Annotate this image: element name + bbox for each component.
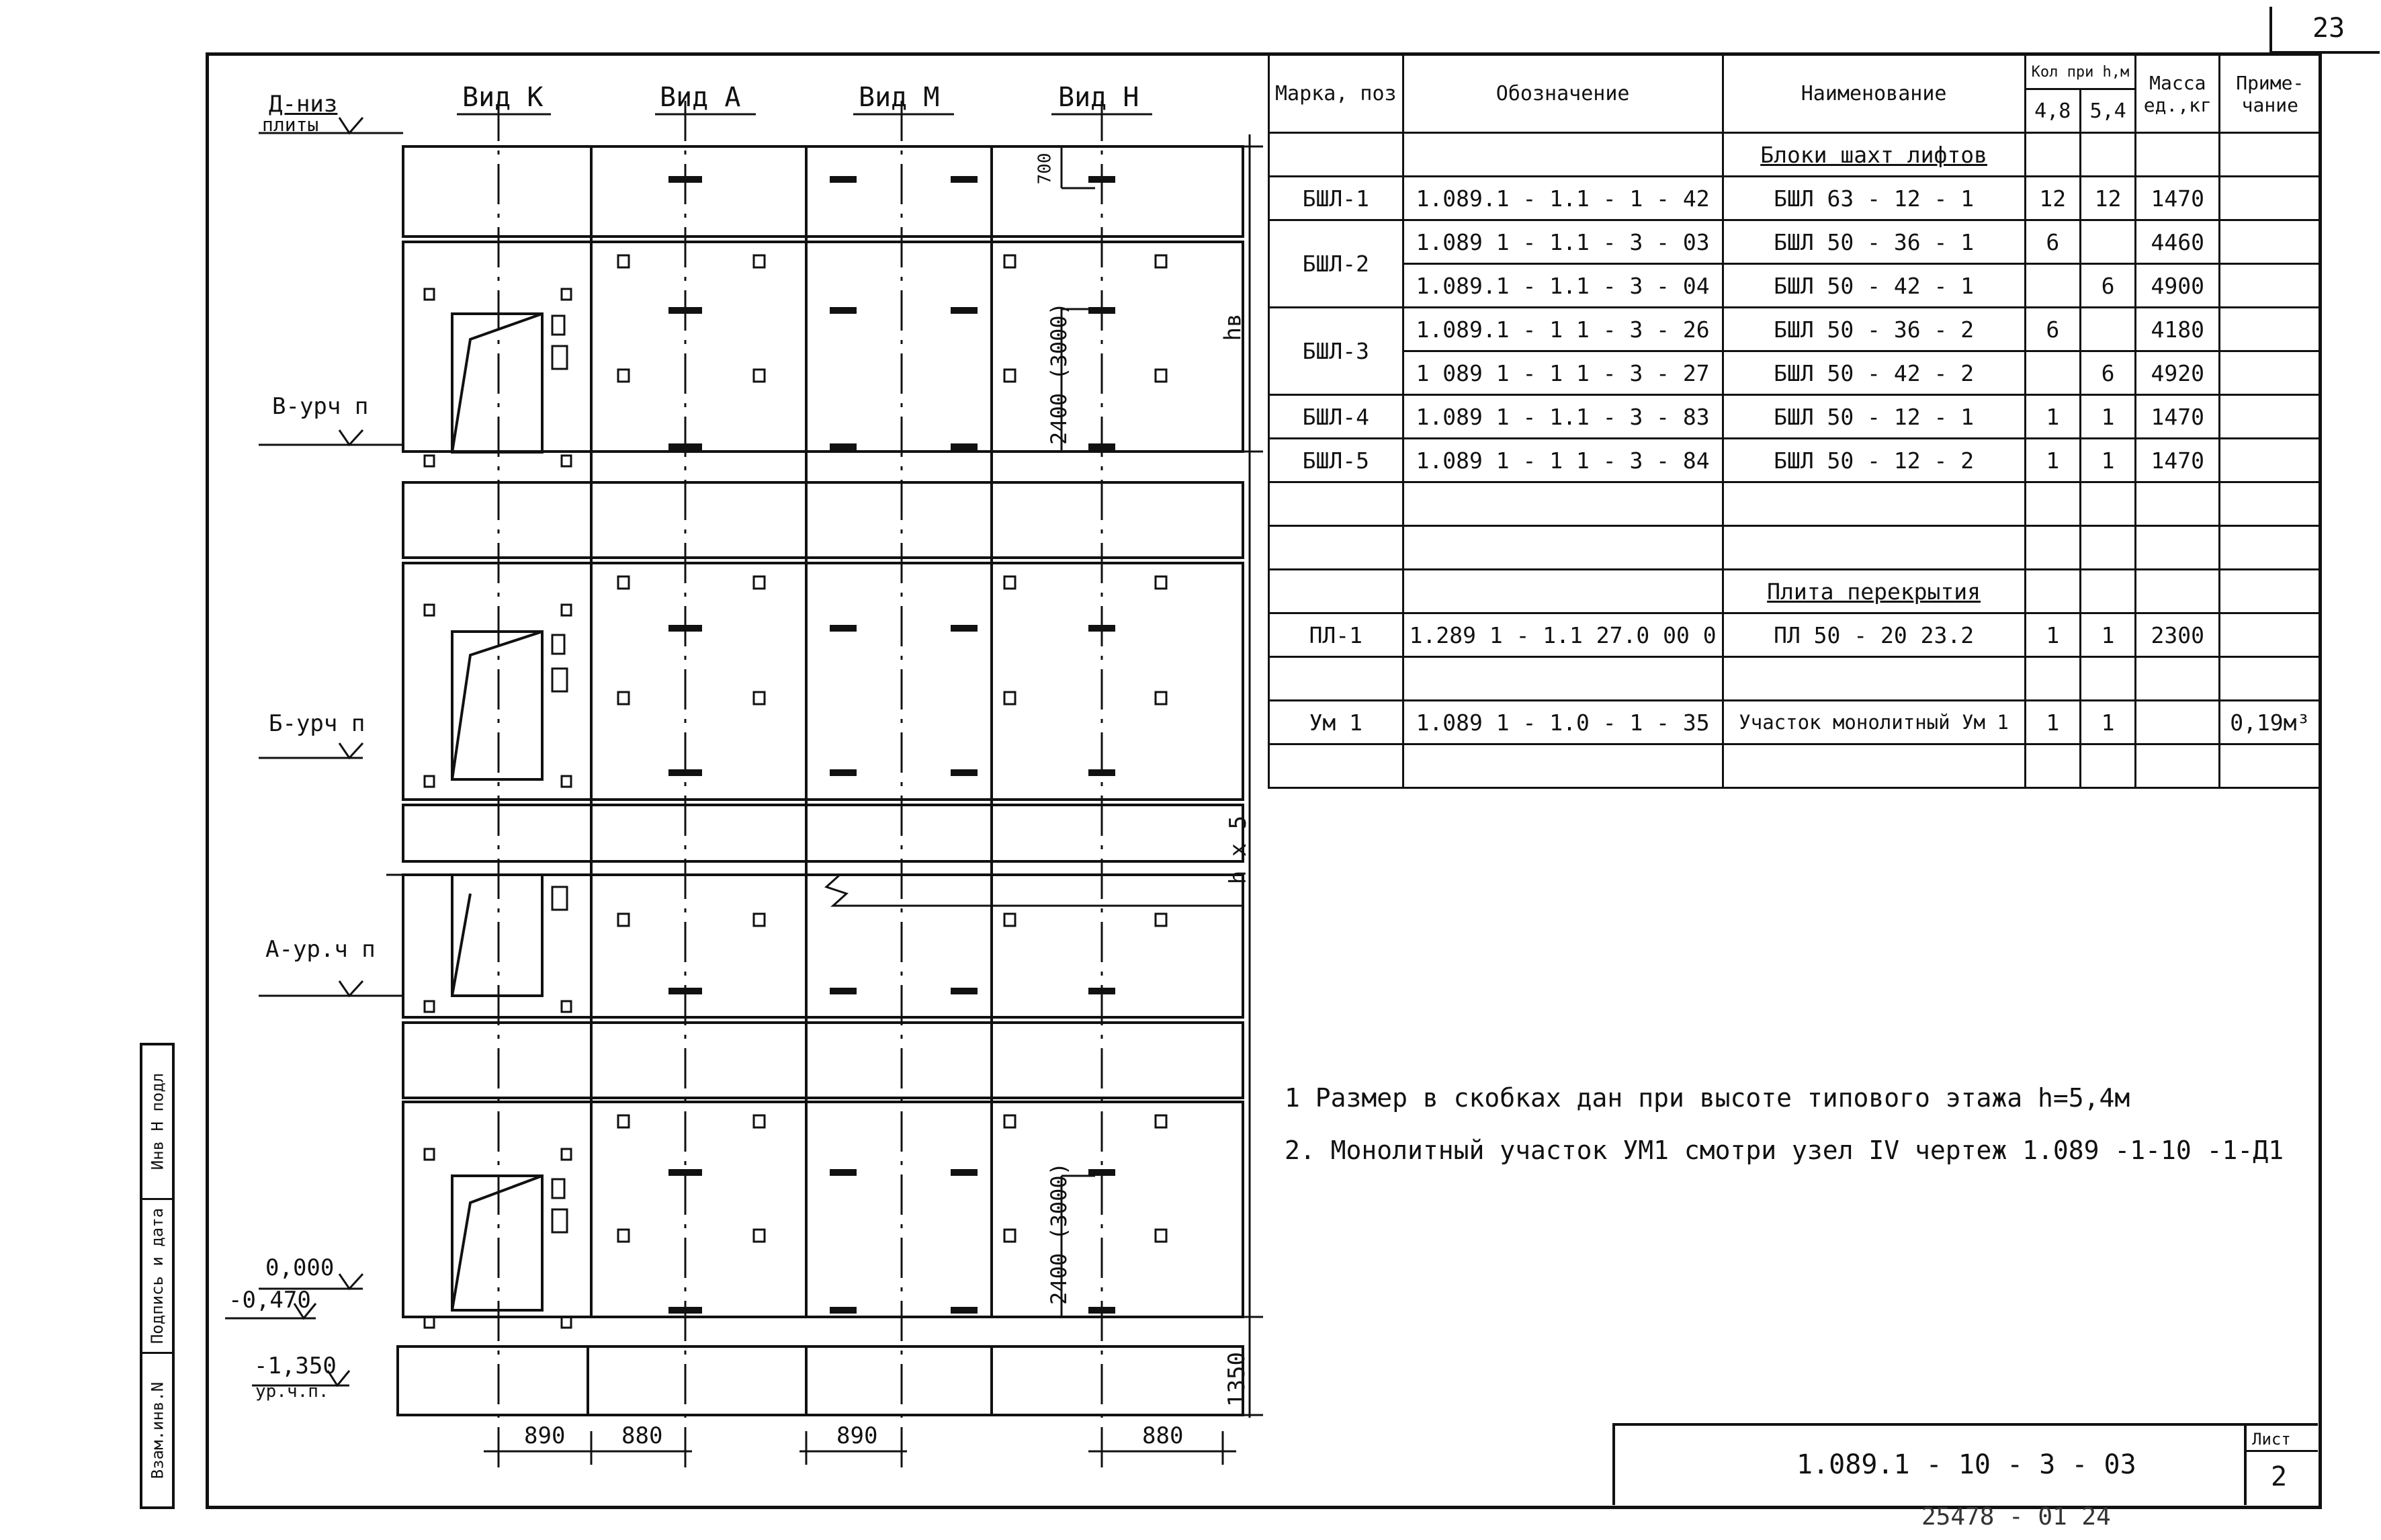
header-designation: Обозначение — [1403, 55, 1723, 133]
side-cell-1: Инв Н подл — [142, 1045, 172, 1200]
header-note: Приме- чание — [2220, 55, 2321, 133]
view-m-title: Вид М — [859, 82, 940, 113]
note-2: 2. Монолитный участок УМ1 смотри узел IV чертеж 1.089 -1-10 -1-Д1 — [1285, 1136, 2284, 1165]
table-row: 1.089.1 - 1.1 - 3 - 04 БШЛ 50 - 42 - 1 6 4900 — [1269, 264, 2321, 308]
page-number: 23 — [2312, 13, 2345, 44]
header-mass: Масса ед.,кг — [2136, 55, 2220, 133]
level-v: В-урч п — [272, 393, 369, 420]
dim-bottom-2: 880 — [621, 1422, 663, 1449]
center-lines — [499, 101, 1102, 1471]
view-n-title: Вид Н — [1058, 82, 1139, 113]
side-cell-2: Подпись и дата — [142, 1200, 172, 1355]
view-a-title: Вид А — [660, 82, 741, 113]
view-k-title: Вид К — [462, 82, 544, 113]
bottom-code: 25478 - 01 24 — [1921, 1503, 2111, 1531]
dim-bottom-3: 890 — [836, 1422, 878, 1449]
door-openings — [452, 314, 542, 1310]
table-row: БШЛ-2 1.089 1 - 1.1 - 3 - 03 БШЛ 50 - 36 - 1 6 4460 — [1269, 220, 2321, 264]
dim-bottom-1: 890 — [524, 1422, 566, 1449]
table-row: ПЛ-1 1.289 1 - 1.1 27.0 00 0 ПЛ 50 - 20 23.2 1 1 2300 — [1269, 613, 2321, 657]
dim-hx5: h x 5 — [1225, 815, 1252, 885]
dim-1350: 1350 — [1223, 1352, 1250, 1407]
table-row: БШЛ-4 1.089 1 - 1.1 - 3 - 83 БШЛ 50 - 12 - 1 1 1 1470 — [1269, 395, 2321, 439]
table-row: БШЛ-3 1.089.1 - 1 1 - 3 - 26 БШЛ 50 - 36 - 2 6 4180 — [1269, 308, 2321, 351]
table-row: БШЛ-5 1.089 1 - 1 1 - 3 - 84 БШЛ 50 - 12 - 2 1 1 1470 — [1269, 439, 2321, 482]
table-row: 1 089 1 - 1 1 - 3 - 27 БШЛ 50 - 42 - 2 6 4920 — [1269, 351, 2321, 395]
side-cell-3: Взам.инв.N — [148, 1381, 167, 1479]
level-zero: 0,000 — [265, 1254, 335, 1281]
header-mark: Марка, поз — [1269, 55, 1403, 133]
level-top-1: Д-низ — [269, 91, 338, 118]
level-minus470: -0,470 — [228, 1287, 311, 1314]
level-urchp: ур.ч.п. — [255, 1381, 329, 1402]
dim-hb: hв — [1219, 313, 1247, 341]
header-name: Наименование — [1723, 55, 2025, 133]
dim-2400-upper: 2400 (3000) — [1045, 302, 1072, 445]
dim-bottom-4: 880 — [1142, 1422, 1184, 1449]
specification-table — [1268, 54, 2321, 789]
dim-2400-lower: 2400 (3000) — [1045, 1162, 1072, 1305]
level-markers — [225, 114, 403, 1385]
level-minus1350: -1,350 — [254, 1353, 337, 1379]
section-slab: Плита перекрытия — [1723, 570, 2025, 613]
sheet-label: Лист — [2252, 1430, 2291, 1449]
level-a: А-ур.ч п — [265, 936, 376, 963]
header-qty-48: 4,8 — [2025, 89, 2080, 133]
drawing-code: 1.089.1 - 10 - 3 - 03 — [1796, 1449, 2136, 1480]
sheet-number: 2 — [2271, 1461, 2288, 1492]
column-dividers — [588, 146, 992, 1415]
level-top-2: плиты — [262, 114, 319, 136]
sheet-cell — [2244, 1426, 2318, 1505]
title-block — [1612, 1423, 2318, 1505]
header-qty: Кол при h,м — [2025, 55, 2136, 89]
header-qty-54: 5,4 — [2080, 89, 2135, 133]
section-lift-blocks: Блоки шахт лифтов — [1723, 133, 2025, 177]
page-number-box — [2269, 7, 2380, 54]
level-b: Б-урч п — [269, 710, 365, 737]
table-row: Ум 1 1.089 1 - 1.0 - 1 - 35 Участок монолитный Ум 1 1 1 0,19м³ — [1269, 701, 2321, 744]
table-row: БШЛ-1 1.089.1 - 1.1 - 1 - 42 БШЛ 63 - 12 - 1 12 12 1470 — [1269, 177, 2321, 220]
note-1: 1 Размер в скобках дан при высоте типового этажа h=5,4м — [1285, 1083, 2130, 1113]
dim-700: 700 — [1035, 153, 1055, 185]
